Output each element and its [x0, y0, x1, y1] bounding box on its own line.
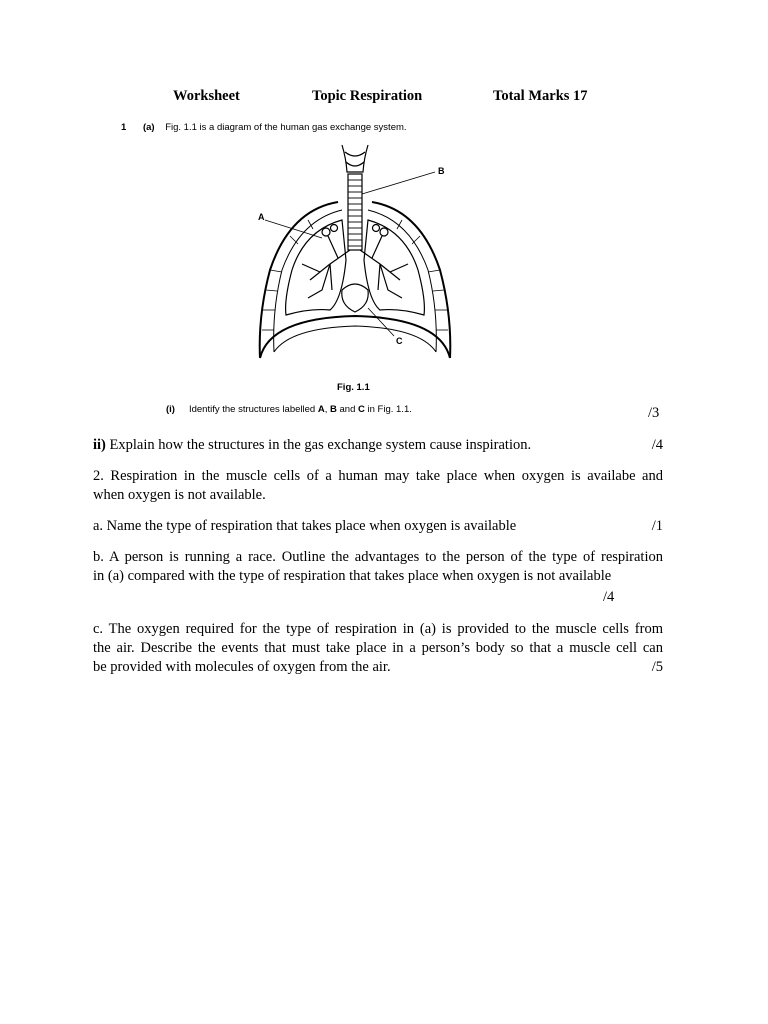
question-part: (a): [142, 122, 155, 133]
label-c: C: [396, 336, 403, 346]
total-marks: Total Marks 17: [493, 88, 588, 104]
question-text: c. The oxygen required for the type of respiration in (a) is provided to the muscle cells from: [93, 621, 663, 637]
question-text: 2. Respiration in the muscle cells of a human may take place when oxygen is availabe and: [93, 468, 663, 484]
question-text: in (a) compared with the type of respiration that takes place when oxygen is not available: [93, 568, 612, 584]
question-text: when oxygen is not available.: [93, 487, 266, 503]
worksheet-title: Worksheet: [173, 88, 240, 104]
question-2-a: [93, 517, 663, 536]
question-text: a. Name the type of respiration that takes place when oxygen is available: [93, 518, 517, 534]
question-part: (i): [166, 404, 175, 415]
question-text: the air. Describe the events that must take place in a person’s body so that a muscle cell can: [93, 640, 663, 656]
question-number: 1: [121, 122, 127, 133]
mark-q2-a: /1: [651, 518, 663, 534]
separator: ,: [324, 404, 330, 415]
label-a: A: [258, 212, 265, 222]
mark-q2-c: /5: [651, 659, 663, 675]
question-text: b. A person is running a race. Outline the advantages to the person of the type of respiration: [93, 549, 663, 565]
figure-caption: Fig. 1.1: [337, 382, 370, 393]
question-1-intro: [121, 122, 407, 133]
label-b: B: [438, 166, 445, 176]
question-1-intro-text: Fig. 1.1 is a diagram of the human gas exchange system.: [165, 122, 407, 133]
question-text: Identify the structures labelled: [188, 404, 318, 415]
question-1-ii: [93, 436, 663, 455]
structure-c: C: [358, 404, 365, 415]
topic-title: Topic Respiration: [312, 88, 423, 104]
question-text: be provided with molecules of oxygen from the air.: [93, 659, 391, 675]
question-text: in Fig. 1.1.: [364, 404, 412, 415]
mark-q1-ii: /4: [651, 437, 663, 453]
separator: and: [336, 404, 358, 415]
question-2-intro: [93, 467, 663, 505]
question-part: ii): [93, 437, 106, 453]
structure-a: A: [317, 404, 325, 415]
question-text: Explain how the structures in the gas exchange system cause inspiration.: [105, 437, 532, 453]
question-2-b: [93, 548, 663, 586]
mark-q2-b: /4: [603, 589, 615, 605]
question-1-i: [166, 404, 412, 415]
question-2-c: [93, 620, 663, 677]
structure-b: B: [329, 404, 337, 415]
worksheet-header: [0, 88, 768, 108]
mark-q1-i: /3: [648, 405, 660, 421]
lungs-illustration: [250, 140, 470, 375]
gas-exchange-diagram: [250, 140, 470, 380]
